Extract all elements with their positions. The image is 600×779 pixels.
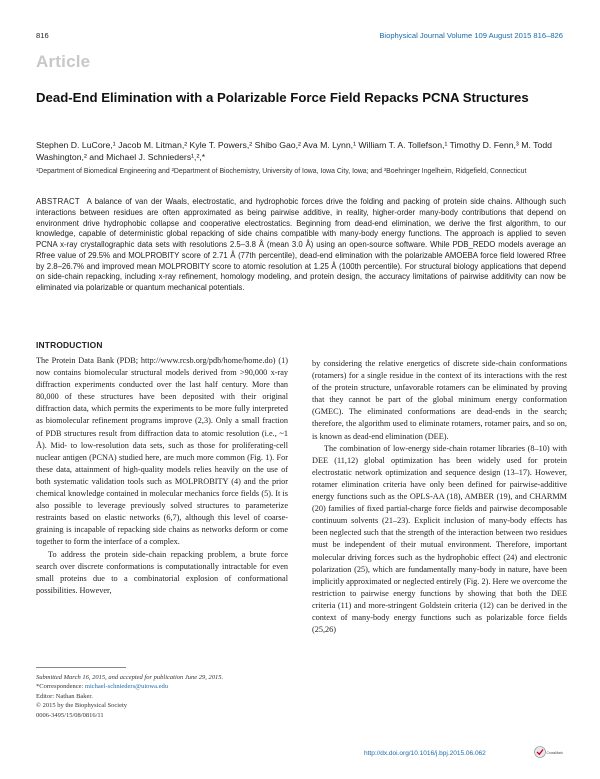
intro-paragraph-3: by considering the relative energetics of discrete side-chain conformations (rotamers) for a single residue in the context of its interactions with the rest of the protein structure, unfavorable rotamers can be eliminated by proving that they cannot be part of the global minimum energy conformation (GMEC). The eliminated conformations are dead-ends in the search; therefore, the algorithm used to eliminate rotamers, rotamer pairs, and so on, is known as dead-end elimination (DEE). [312, 359, 567, 441]
abstract-label: ABSTRACT [36, 197, 80, 206]
affiliations: ¹Department of Biomedical Engineering and ²Department of Biochemistry, University of Iowa, Iowa City, Iowa; and ³Boehringer Ingelheim, Ridgefield, Connecticut [36, 168, 527, 175]
abstract-text: A balance of van der Waals, electrostatic, and hydrophobic forces drive the folding and packing of protein side chains. Although such interactions between residues are often approximated as being pairwise additive, in reality, higher-order many-body contributions that depend on environment drive hydrophobic collapse and cooperative electrostatics. Beginning from dead-end elimination, we derive the first algorithm, to our knowledge, capable of deterministic global repacking of side chains compatible with many-body energy functions. The approach is applied to seven PCNA x-ray crystallographic data sets with resolutions 2.5–3.8 Å (mean 3.0 Å) using an open-source software. While PDB_REDO models average an Rfree value of 29.5% and MOLPROBITY score of 2.71 Å (77th percentile), dead-end elimination with the polarizable AMOEBA force field lowered Rfree by 2.8–26.7% and improved mean MOLPROBITY score to atomic resolution at 1.25 Å (100th percentile). For structural biology applications that depend on side-chain repacking, including x-ray refinement, homology modeling, and protein design, the accuracy limitations of pairwise additivity can now be eliminated via polarizable or quantum mechanical potentials. [36, 197, 566, 292]
submission-dates: Submitted March 16, 2015, and accepted for publication June 29, 2015. [36, 674, 224, 681]
introduction-heading: INTRODUCTION [36, 340, 103, 350]
crossmark-badge[interactable] [534, 745, 563, 759]
copyright: © 2015 by the Biophysical Society [36, 702, 128, 710]
crossmark-label: CrossMark [546, 751, 563, 755]
issn: 0006-3495/15/08/0816/11 [36, 711, 104, 719]
editor-note: Editor: Nathan Baker. [36, 692, 93, 700]
text-column-right [312, 358, 567, 636]
running-head: Biophysical Journal Volume 109 August 2015 816–826 [379, 31, 563, 40]
section-label: Article [36, 52, 91, 71]
intro-paragraph-1: The Protein Data Bank (PDB; http://www.rcsb.org/pdb/home/home.do) (1) now contains biomolecular structural models derived from >90,000 x-ray diffraction experiments conducted over the last half century. More than 80,000 of these structures have been deposited with their original diffraction data, which permits the experiments to be more fully interpreted as biomolecular refinement programs improve (2,3). Only a small fraction of PDB structures result from diffraction data to atomic resolution (i.e., ~1 Å). Mid- to low-resolution data sets, such as those for proliferating-cell nuclear antigen (PCNA) studied here, are much more common (Fig. 1). For these data, attainment of high-quality models relies heavily on the use of both systematic validation tools such as MOLPROBITY (4) and the prior chemical knowledge contained in molecular mechanics force fields (5). It is also possible to leverage previously solved structures to parameterize restraints based on elastic networks (6,7), although this level of coarse-graining is incapable of repacking side chains as networks deform or come together to form the interface of a complex. [36, 356, 288, 547]
page-number: 816 [36, 31, 49, 40]
crossmark-icon [534, 745, 563, 759]
footnote-divider [36, 667, 126, 668]
text-column-left [36, 355, 288, 597]
article-title: Dead-End Elimination with a Polarizable Force Field Repacks PCNA Structures [36, 90, 529, 105]
abstract [36, 197, 566, 294]
correspondence-label: *Correspondence: [36, 683, 85, 691]
footnotes [36, 673, 288, 720]
author-list: Stephen D. LuCore,¹ Jacob M. Litman,² Kyle T. Powers,² Shibo Gao,² Ava M. Lynn,¹ William T. A. Tollefson,¹ Timothy D. Fenn,³ M. Todd Washington,² and Michael J. Schnieders¹,²,* [36, 140, 552, 162]
correspondence-email-link[interactable]: michael-schnieders@uiowa.edu [84, 683, 168, 691]
intro-paragraph-4: The combination of low-energy side-chain rotamer libraries (8–10) with DEE (11,12) global optimization has been widely used for protein electrostatic network optimization and sequence design (13–17). However, rotamer elimination criteria have only been defined for pairwise-additive energy functions such as the OPLS-AA (18), AMBER (19), and CHARMM (20) families of fixed partial-charge force fields and pairwise decomposable continuum solvents (21–23). Explicit inclusion of many-body effects has been neglected such that the strength of the interaction between two residues must be independent of their mutual environment. Therefore, important molecular driving forces such as the hydrophobic effect (24) and electronic polarization (25), which are fundamentally many-body in nature, have been implicitly approximated or neglected entirely (Fig. 2). Here we overcome the restriction to pairwise energy functions by showing that both the DEE criteria (11) and more-stringent Goldstein criteria (12) can be derived in the context of many-body energy functions such as polarizable force fields (25,26) [312, 443, 567, 635]
doi-link[interactable]: http://dx.doi.org/10.1016/j.bpj.2015.06.062 [364, 750, 486, 757]
intro-paragraph-2: To address the protein side-chain repacking problem, a brute force search over discrete conformations is computationally intractable for even small proteins due to a combinatorial explosion of conformational possibilities. However, [36, 549, 288, 595]
correspondence [36, 682, 288, 691]
